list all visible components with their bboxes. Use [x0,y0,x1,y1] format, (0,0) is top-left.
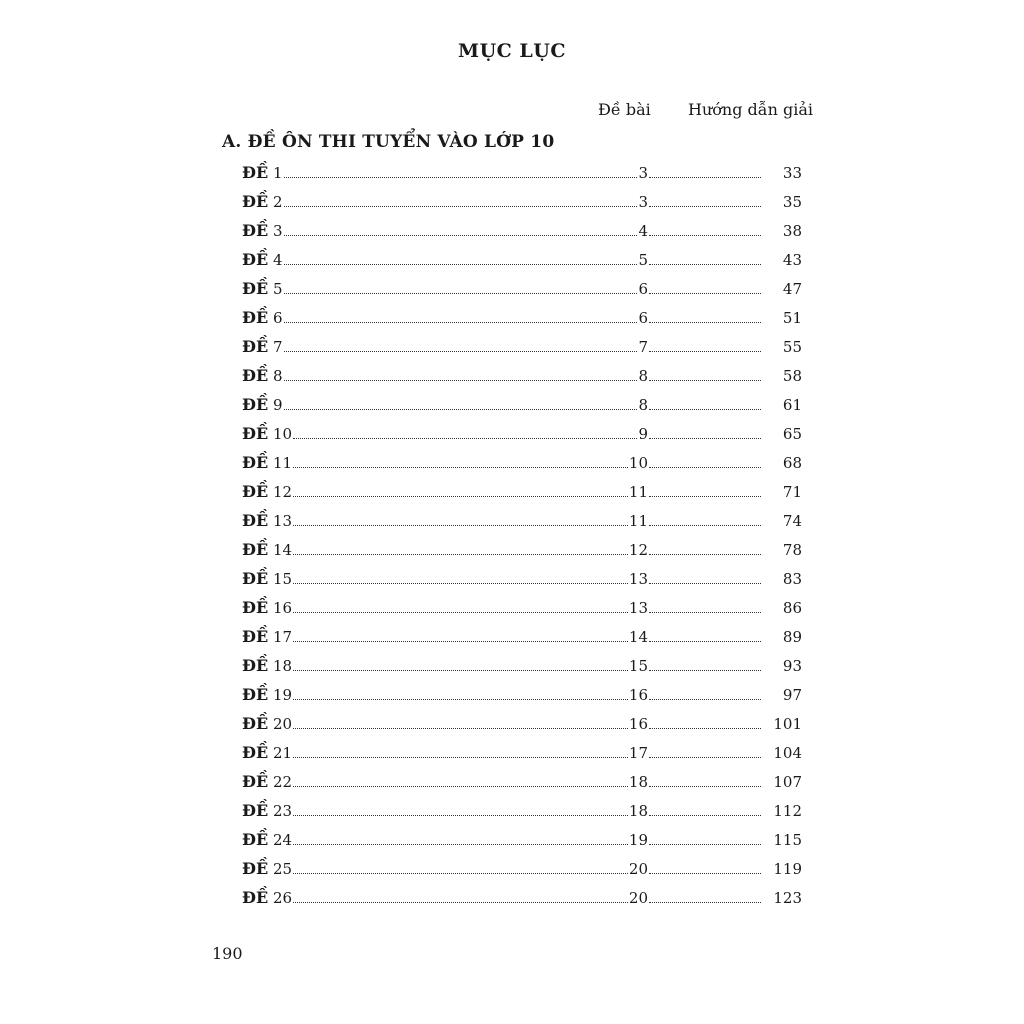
toc-entry [242,738,802,767]
toc-entry-number: 11 [272,454,293,472]
toc-entry-number: 22 [272,773,293,791]
toc-entry-prefix: ĐỀ [242,250,269,269]
toc-entry-number: 9 [272,396,283,414]
column-header-huong-dan-giai: Hướng dẫn giải [688,100,813,119]
dot-leader [649,598,761,613]
toc-entry-solution-page: 71 [782,482,802,501]
dot-leader [293,743,628,758]
toc-entry-label [242,714,292,733]
toc-entry [242,187,802,216]
toc-entry-page: 20 [628,888,648,907]
dot-leader [293,627,628,642]
dot-leader [293,888,628,903]
toc-entry-prefix: ĐỀ [242,424,269,443]
toc-entry [242,361,802,390]
toc-entry-page: 3 [638,163,648,182]
dot-leader [293,453,628,468]
toc-entry-label [242,656,292,675]
dot-leader [649,801,761,816]
toc-entry-solution-page: 33 [782,163,802,182]
toc-entry-prefix: ĐỀ [242,888,269,907]
toc-entry-prefix: ĐỀ [242,540,269,559]
toc-entry-prefix: ĐỀ [242,192,269,211]
toc-entry-prefix: ĐỀ [242,685,269,704]
toc-entry-page: 19 [628,830,648,849]
toc-entry-number: 8 [272,367,283,385]
toc-entry-number: 1 [272,164,283,182]
toc-entry-prefix: ĐỀ [242,859,269,878]
toc-entry-page: 18 [628,801,648,820]
toc-entry-page: 14 [628,627,648,646]
toc-entry-solution-page: 123 [773,888,802,907]
toc-entry-prefix: ĐỀ [242,627,269,646]
dot-leader [649,743,761,758]
toc-entry-number: 3 [272,222,283,240]
dot-leader [293,424,637,439]
toc-entry-prefix: ĐỀ [242,598,269,617]
toc-entry [242,477,802,506]
section-heading: A. ĐỀ ÔN THI TUYỂN VÀO LỚP 10 [222,132,555,152]
dot-leader [293,569,628,584]
dot-leader [649,395,761,410]
toc-entry-page: 16 [628,714,648,733]
dot-leader [649,656,761,671]
toc-entry-number: 24 [272,831,293,849]
toc-entry-page: 10 [628,453,648,472]
toc-entry [242,825,802,854]
column-header-de-bai: Đề bài [598,100,651,119]
dot-leader [284,337,638,352]
toc-entry-solution-page: 115 [773,830,802,849]
toc-entry-number: 25 [272,860,293,878]
toc-entry-solution-page: 47 [782,279,802,298]
page-number: 190 [212,944,243,963]
dot-leader [284,221,638,236]
toc-entry [242,158,802,187]
toc-entry [242,564,802,593]
toc-entry-page: 3 [638,192,648,211]
dot-leader [284,250,638,265]
toc-entry [242,680,802,709]
toc-entry-label [242,801,292,820]
toc-entry [242,535,802,564]
dot-leader [649,511,761,526]
toc-entry-label [242,192,283,211]
toc-entry-prefix: ĐỀ [242,453,269,472]
toc-entry [242,854,802,883]
toc-entry-prefix: ĐỀ [242,714,269,733]
toc-entry-prefix: ĐỀ [242,801,269,820]
toc-entry-number: 2 [272,193,283,211]
dot-leader [649,221,761,236]
dot-leader [649,685,761,700]
toc-entry-label [242,337,283,356]
dot-leader [284,279,638,294]
toc-entry-solution-page: 119 [773,859,802,878]
toc-entry [242,419,802,448]
toc-entry-number: 20 [272,715,293,733]
toc-entry-solution-page: 101 [773,714,802,733]
toc-entry-solution-page: 97 [782,685,802,704]
toc-entry-page: 11 [628,511,648,530]
toc-entry-solution-page: 35 [782,192,802,211]
toc-entry-page: 20 [628,859,648,878]
toc-entry [242,332,802,361]
toc-entry [242,506,802,535]
toc-entry-label [242,482,292,501]
toc-entry-solution-page: 83 [782,569,802,588]
toc-entry-page: 13 [628,569,648,588]
toc-entry-label [242,221,283,240]
toc-entry-number: 4 [272,251,283,269]
toc-entry-page: 13 [628,598,648,617]
dot-leader [293,685,628,700]
toc-entry-solution-page: 107 [773,772,802,791]
toc-entry-page: 16 [628,685,648,704]
toc-entry [242,593,802,622]
toc-entry-page: 11 [628,482,648,501]
toc-entry-number: 26 [272,889,293,907]
toc-entry-label [242,772,292,791]
dot-leader [284,366,638,381]
dot-leader [293,801,628,816]
toc-entry-label [242,163,283,182]
toc-entry-number: 12 [272,483,293,501]
toc-entry-prefix: ĐỀ [242,569,269,588]
dot-leader [649,192,761,207]
toc-entry-label [242,279,283,298]
toc-entry-solution-page: 38 [782,221,802,240]
toc-entry [242,448,802,477]
toc-entry-solution-page: 43 [782,250,802,269]
toc-entry-label [242,308,283,327]
toc-entry-prefix: ĐỀ [242,511,269,530]
toc-entry-number: 17 [272,628,293,646]
page-title: MỤC LỤC [458,40,566,62]
toc-entry-solution-page: 51 [782,308,802,327]
toc-entry [242,651,802,680]
toc-entry-prefix: ĐỀ [242,772,269,791]
toc-entry-page: 5 [638,250,648,269]
toc-entry [242,796,802,825]
toc-entry-page: 6 [638,279,648,298]
toc-entry-label [242,598,292,617]
toc-entry-page: 7 [638,337,648,356]
dot-leader [293,598,628,613]
toc-entry-solution-page: 58 [782,366,802,385]
dot-leader [293,830,628,845]
toc-entry-label [242,743,292,762]
toc-entry-prefix: ĐỀ [242,656,269,675]
toc-entry-page: 12 [628,540,648,559]
toc-entry-solution-page: 86 [782,598,802,617]
dot-leader [649,540,761,555]
toc-entry-page: 8 [638,366,648,385]
toc-entry-number: 13 [272,512,293,530]
toc-entry-page: 18 [628,772,648,791]
toc-entry-solution-page: 78 [782,540,802,559]
toc-list [242,158,802,912]
toc-entry-label [242,395,283,414]
dot-leader [649,453,761,468]
dot-leader [284,308,638,323]
dot-leader [649,772,761,787]
toc-entry-solution-page: 93 [782,656,802,675]
dot-leader [649,366,761,381]
toc-entry-page: 15 [628,656,648,675]
toc-entry-label [242,453,292,472]
dot-leader [649,250,761,265]
dot-leader [293,511,628,526]
toc-entry [242,245,802,274]
toc-entry-label [242,627,292,646]
toc-entry [242,274,802,303]
dot-leader [649,308,761,323]
toc-entry-number: 5 [272,280,283,298]
toc-entry-page: 4 [638,221,648,240]
dot-leader [649,714,761,729]
dot-leader [649,424,761,439]
toc-entry-number: 23 [272,802,293,820]
dot-leader [649,830,761,845]
toc-entry-number: 14 [272,541,293,559]
toc-entry [242,709,802,738]
toc-entry [242,767,802,796]
toc-entry-prefix: ĐỀ [242,337,269,356]
toc-entry-number: 21 [272,744,293,762]
toc-entry-page: 6 [638,308,648,327]
toc-entry-label [242,685,292,704]
toc-entry-prefix: ĐỀ [242,163,269,182]
toc-entry [242,622,802,651]
toc-entry-prefix: ĐỀ [242,366,269,385]
dot-leader [293,482,628,497]
toc-entry-label [242,250,283,269]
toc-entry-label [242,859,292,878]
toc-entry-number: 10 [272,425,293,443]
toc-entry-prefix: ĐỀ [242,482,269,501]
toc-entry-solution-page: 74 [782,511,802,530]
dot-leader [649,279,761,294]
toc-entry [242,216,802,245]
dot-leader [649,163,761,178]
toc-entry-number: 7 [272,338,283,356]
toc-entry-number: 19 [272,686,293,704]
dot-leader [649,482,761,497]
toc-entry-solution-page: 68 [782,453,802,472]
dot-leader [649,859,761,874]
dot-leader [293,714,628,729]
toc-entry-prefix: ĐỀ [242,395,269,414]
toc-entry-page: 17 [628,743,648,762]
dot-leader [649,627,761,642]
toc-entry-prefix: ĐỀ [242,830,269,849]
toc-entry-page: 8 [638,395,648,414]
toc-entry-solution-page: 61 [782,395,802,414]
toc-entry-solution-page: 55 [782,337,802,356]
toc-entry-label [242,511,292,530]
dot-leader [293,859,628,874]
toc-entry [242,883,802,912]
dot-leader [293,772,628,787]
dot-leader [293,656,628,671]
toc-entry-number: 18 [272,657,293,675]
dot-leader [293,540,628,555]
dot-leader [284,163,638,178]
dot-leader [649,569,761,584]
toc-entry-label [242,540,292,559]
toc-entry-label [242,830,292,849]
column-headers [0,100,1024,124]
dot-leader [284,192,638,207]
toc-entry-prefix: ĐỀ [242,308,269,327]
dot-leader [284,395,638,410]
toc-entry-number: 15 [272,570,293,588]
toc-entry-number: 6 [272,309,283,327]
toc-entry-solution-page: 112 [773,801,802,820]
toc-entry-prefix: ĐỀ [242,743,269,762]
dot-leader [649,337,761,352]
toc-entry-label [242,424,292,443]
toc-entry-label [242,366,283,385]
toc-entry-prefix: ĐỀ [242,221,269,240]
toc-entry-label [242,569,292,588]
toc-entry [242,390,802,419]
toc-entry-solution-page: 65 [782,424,802,443]
toc-entry-label [242,888,292,907]
toc-entry-page: 9 [638,424,648,443]
toc-entry-number: 16 [272,599,293,617]
toc-entry-solution-page: 89 [782,627,802,646]
dot-leader [649,888,761,903]
toc-entry [242,303,802,332]
toc-entry-prefix: ĐỀ [242,279,269,298]
toc-entry-solution-page: 104 [773,743,802,762]
